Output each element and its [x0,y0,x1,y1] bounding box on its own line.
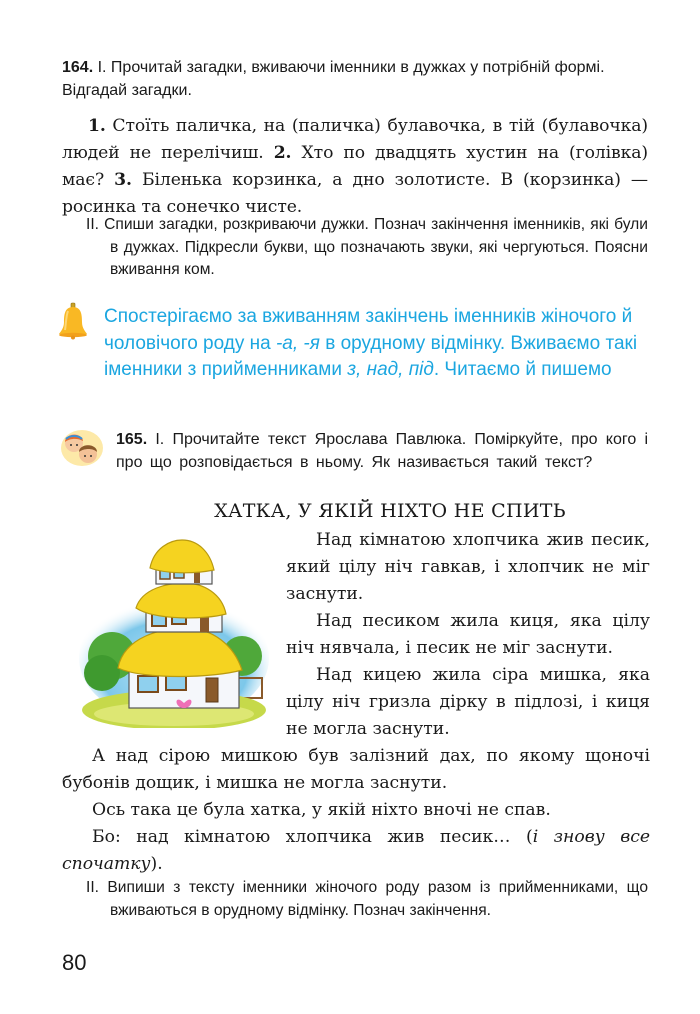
rule-text: . Читаємо й пишемо [433,359,612,380]
story-title [0,500,700,522]
exercise-165-subtask-2 [86,877,648,922]
instruction-text: І. Прочитай загадки, вживаючи іменники в дужках у потрібній формі. Відгадай загадки. [62,59,605,99]
rule-text: Спостерігаємо за вживанням закінчень іменників жіночого й чоловічого роду на [104,306,633,354]
exercise-165-instruction [62,428,648,474]
rule-text: в орудному відмінку. Вживаємо такі іменники з прийменниками [104,332,638,380]
bell-icon [56,302,90,340]
exercise-number: 165. [116,431,148,448]
riddle-number: 1. [88,116,106,136]
exercise-164-subtask-2 [86,214,648,282]
riddle-number: 3. [114,170,132,190]
story-paragraph: Над песиком жила киця, яка цілу ніч нявчала, і песик не міг заснути. [286,611,650,658]
story-paragraph: Над кімнатою хлопчика жив песик, який цілу ніч гавкав, і хлопчик не міг заснути. [286,530,650,604]
page-number: 80 [62,950,87,975]
riddle-2: Хто по двадцять хустин на (голівка) має? [62,143,648,190]
story-text: Бо: над кімнатою хлопчика жив песик… ( [92,827,533,847]
story-text: ). [150,854,163,874]
house-illustration [74,528,274,728]
riddle-1: Стоїть паличка, на (паличка) булавочка, в тій (булавочка) людей не перелічиш. [62,116,648,163]
story-title-text: ХАТКА, У ЯКІЙ НІХТО НЕ СПИТЬ [214,500,566,522]
story-paragraph: Над кицею жила сіра мишка, яка цілу ніч гризла дірку в підлозі, і киця не могла заснути. [286,665,650,739]
story-paragraphs-full-width [62,743,650,878]
story-paragraphs-beside-image [286,527,650,743]
subtask-text: ІІ. Спиши загадки, розкриваючи дужки. Познач закінчення іменників, які були в дужках. Підкресли букви, що позначають звуки, які чергуються. Поясни вживання ком. [86,216,648,278]
story-paragraph: Ось така це була хатка, у якій ніхто вночі не спав. [92,800,551,820]
instruction-text: І. Прочитайте текст Ярослава Павлюка. Поміркуйте, про кого і про що розповідається в ньому. Як називається такий текст? [116,431,648,471]
exercise-number: 164. [62,59,94,76]
rule-box [104,304,664,384]
riddles-text [62,113,648,221]
story-paragraph: А над сірою мишкою був залізний дах, по якому щоночі бубонів дощик, і мишка не могла заснути. [62,746,650,793]
rule-endings: -а, -я [275,332,320,354]
story-italic-text: і знову все спочатку [62,827,650,874]
rule-prepositions: з, над, під [347,359,434,380]
riddle-number: 2. [273,143,292,163]
riddle-3: Біленька корзинка, а дно золотисте. В (корзинка) — росинка та сонечко чисте. [62,170,648,217]
subtask-text: ІІ. Випиши з тексту іменники жіночого роду разом із прийменниками, що вживаються в орудному відмінку. Познач закінчення. [86,879,648,919]
story-paragraph-last [62,824,650,878]
exercise-164-instruction [62,56,648,102]
